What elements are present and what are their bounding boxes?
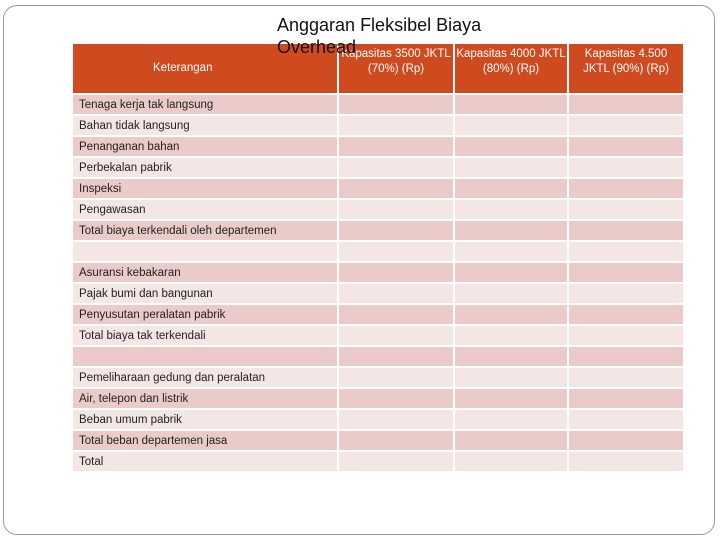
cell: [339, 389, 453, 408]
cell: [339, 179, 453, 198]
row-label: [73, 347, 337, 366]
header-kapasitas-3500: Kapasitas 3500 JKTL (70%) (Rp): [339, 44, 453, 93]
cell: [455, 431, 567, 450]
cell: [455, 95, 567, 114]
cell: [569, 452, 683, 471]
cell: [569, 305, 683, 324]
table-row: [73, 221, 683, 240]
cell: [569, 179, 683, 198]
cell: [569, 431, 683, 450]
table-row: [73, 137, 683, 156]
cell: [339, 200, 453, 219]
cell: [455, 368, 567, 387]
cell: [455, 326, 567, 345]
row-label: Total biaya tak terkendali: [73, 326, 337, 345]
cell: [569, 389, 683, 408]
table-row: [73, 242, 683, 261]
cell: [569, 116, 683, 135]
cell: [339, 410, 453, 429]
header-keterangan: Keterangan: [73, 44, 337, 93]
cell: [569, 284, 683, 303]
cell: [339, 368, 453, 387]
table-row: [73, 431, 683, 450]
row-label: [73, 242, 337, 261]
row-label: Total biaya terkendali oleh departemen: [73, 221, 337, 240]
cell: [569, 263, 683, 282]
row-label: Total: [73, 452, 337, 471]
table-row: [73, 305, 683, 324]
cell: [339, 158, 453, 177]
table-row: [73, 410, 683, 429]
row-label: Pemeliharaan gedung dan peralatan: [73, 368, 337, 387]
header-kapasitas-4000: Kapasitas 4000 JKTL (80%) (Rp): [455, 44, 567, 93]
cell: [569, 347, 683, 366]
row-label: Total beban departemen jasa: [73, 431, 337, 450]
row-label: Inspeksi: [73, 179, 337, 198]
cell: [339, 137, 453, 156]
cell: [455, 389, 567, 408]
table-row: [73, 347, 683, 366]
cell: [455, 158, 567, 177]
cell: [455, 137, 567, 156]
row-label: Bahan tidak langsung: [73, 116, 337, 135]
table-row: [73, 158, 683, 177]
cell: [455, 305, 567, 324]
table-row: [73, 116, 683, 135]
cell: [339, 347, 453, 366]
cell: [569, 221, 683, 240]
row-label: Air, telepon dan listrik: [73, 389, 337, 408]
table-row: [73, 200, 683, 219]
table-row: [73, 452, 683, 471]
cell: [339, 452, 453, 471]
cell: [455, 284, 567, 303]
row-label: Tenaga kerja tak langsung: [73, 95, 337, 114]
cell: [339, 221, 453, 240]
cell: [339, 284, 453, 303]
row-label: Perbekalan pabrik: [73, 158, 337, 177]
cell: [569, 326, 683, 345]
table-row: [73, 284, 683, 303]
row-label: Pengawasan: [73, 200, 337, 219]
cell: [569, 242, 683, 261]
table-row: [73, 263, 683, 282]
row-label: Penanganan bahan: [73, 137, 337, 156]
cell: [569, 158, 683, 177]
table-row: [73, 368, 683, 387]
cell: [569, 95, 683, 114]
cell: [339, 305, 453, 324]
cell: [569, 137, 683, 156]
cell: [455, 452, 567, 471]
cell: [455, 116, 567, 135]
cell: [455, 179, 567, 198]
table-row: [73, 179, 683, 198]
row-label: Beban umum pabrik: [73, 410, 337, 429]
cell: [455, 200, 567, 219]
cell: [339, 242, 453, 261]
cell: [339, 116, 453, 135]
header-kapasitas-4500: Kapasitas 4.500 JKTL (90%) (Rp): [569, 44, 683, 93]
table-row: [73, 95, 683, 114]
table-row: [73, 389, 683, 408]
cell: [569, 368, 683, 387]
cell: [455, 263, 567, 282]
row-label: Penyusutan peralatan pabrik: [73, 305, 337, 324]
cell: [339, 95, 453, 114]
row-label: Asuransi kebakaran: [73, 263, 337, 282]
budget-table: [71, 42, 685, 473]
table-row: [73, 326, 683, 345]
cell: [569, 200, 683, 219]
cell: [339, 431, 453, 450]
cell: [455, 242, 567, 261]
page-title: Anggaran Fleksibel Biaya Overhead: [277, 15, 482, 57]
cell: [339, 326, 453, 345]
row-label: Pajak bumi dan bangunan: [73, 284, 337, 303]
cell: [455, 221, 567, 240]
cell: [339, 263, 453, 282]
cell: [455, 410, 567, 429]
cell: [455, 347, 567, 366]
cell: [569, 410, 683, 429]
